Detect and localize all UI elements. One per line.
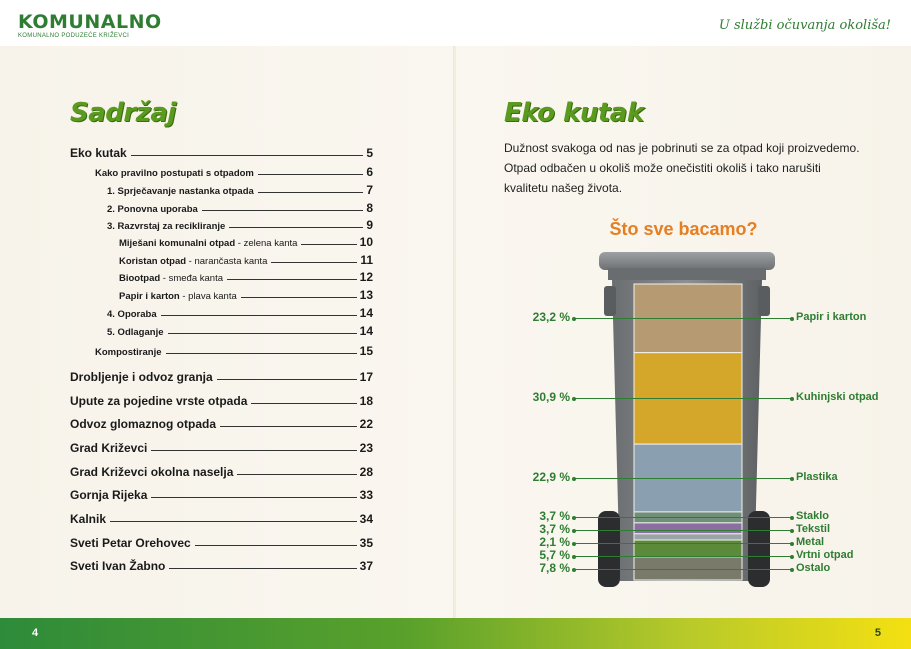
- toc-entry-detail: - narančasta kanta: [186, 256, 268, 267]
- toc-entry-title: Miješani komunalni otpad: [119, 238, 236, 249]
- toc-entry[interactable]: [70, 235, 373, 249]
- toc-entry-label: [70, 370, 213, 384]
- toc-entry-label: [70, 417, 216, 431]
- segment-category: Staklo: [796, 510, 830, 523]
- segment-percent: 3,7 %: [539, 509, 570, 524]
- toc-page-number: 17: [359, 370, 373, 384]
- logo-wordmark: KOMUNALNO: [18, 11, 162, 33]
- toc-leader-line: [227, 279, 357, 280]
- toc-entry-label: [107, 186, 254, 197]
- toc-entry-label: [107, 309, 157, 320]
- toc-entry-title: Papir i karton: [119, 291, 180, 302]
- segment-category: Tekstil: [796, 523, 831, 536]
- segment-category: Metal: [796, 536, 825, 549]
- segment-leader-line: [574, 398, 792, 399]
- toc-entry[interactable]: [70, 394, 373, 408]
- segment-leader-line: [574, 569, 792, 570]
- toc-entry[interactable]: [70, 324, 373, 338]
- toc-entry-title: Upute za pojedine vrste otpada: [70, 394, 248, 408]
- toc-page-number: 23: [359, 441, 373, 455]
- toc-entry[interactable]: [70, 201, 373, 215]
- toc-title: Sadržaj: [70, 98, 176, 128]
- toc-entry-detail: - plava kanta: [179, 291, 237, 302]
- bin-wheel-left: [598, 511, 620, 587]
- bin-handle-left: [604, 286, 616, 316]
- toc-entry[interactable]: [70, 288, 373, 302]
- toc-entry-title: Gornja Rijeka: [70, 488, 148, 502]
- toc-page-number: 11: [360, 253, 373, 267]
- toc-leader-line: [301, 244, 356, 245]
- segment-leader-line: [574, 318, 792, 319]
- toc-entry-title: 1. Sprječavanje nastanka otpada: [107, 186, 254, 197]
- toc-entry-title: Grad Križevci okolna naselja: [70, 465, 234, 479]
- toc-leader-line: [151, 497, 356, 498]
- toc-entry-title: 2. Ponovna uporaba: [107, 204, 198, 215]
- toc-page-number: 35: [359, 536, 373, 550]
- toc-page-number: 34: [359, 512, 373, 526]
- toc-entry[interactable]: [70, 370, 373, 384]
- segment-leader-line: [574, 530, 792, 531]
- toc-page-number: 12: [359, 270, 373, 284]
- left-page-number: 4: [32, 627, 39, 639]
- toc-entry-title: Kalnik: [70, 512, 107, 526]
- toc-entry-title: Sveti Petar Orehovec: [70, 536, 191, 550]
- toc-entry-label: [70, 512, 106, 526]
- company-logo: [18, 12, 162, 39]
- segment-percent: 7,8 %: [539, 561, 570, 576]
- toc-entry[interactable]: [70, 270, 373, 284]
- toc-leader-line: [258, 174, 363, 175]
- segment-percent: 23,2 %: [532, 310, 570, 325]
- waste-segment: [634, 523, 742, 534]
- segment-leader-line: [574, 517, 792, 518]
- toc-entry-title: Odvoz glomaznog otpada: [70, 417, 216, 431]
- segment-leader-line: [574, 478, 792, 479]
- right-page: [456, 46, 911, 618]
- toc-page-number: 13: [359, 288, 373, 302]
- footer-bar: [0, 618, 911, 649]
- toc-entry-label: [70, 465, 233, 479]
- toc-entry-title: Grad Križevci: [70, 441, 148, 455]
- toc-leader-line: [161, 315, 357, 316]
- toc-leader-line: [271, 262, 357, 263]
- toc-entry-label: [70, 146, 127, 160]
- toc-entry-label: [119, 238, 297, 249]
- toc-entry-label: [119, 273, 223, 284]
- toc-entry-label: [119, 291, 237, 302]
- toc-leader-line: [151, 450, 356, 451]
- header: [0, 0, 911, 46]
- toc-leader-line: [258, 192, 364, 193]
- toc-leader-line: [195, 545, 357, 546]
- right-page-number: 5: [874, 627, 881, 639]
- toc-page-number: 14: [359, 324, 373, 338]
- toc-entry[interactable]: [70, 253, 373, 267]
- segment-category: Plastika: [796, 471, 838, 484]
- left-page: [0, 46, 455, 618]
- segment-percent: 22,9 %: [532, 470, 570, 485]
- segment-category: Vrtni otpad: [796, 549, 854, 562]
- toc-entry-title: Biootpad: [119, 273, 161, 284]
- tagline: U službi očuvanja okoliša!: [718, 18, 891, 33]
- eko-title: Eko kutak: [504, 98, 644, 128]
- toc-entry[interactable]: [70, 536, 373, 550]
- toc-page-number: 15: [359, 344, 373, 358]
- toc-entry-detail: - zelena kanta: [235, 238, 298, 249]
- waste-bin-chart: [456, 46, 911, 618]
- toc-entry-label: [107, 327, 164, 338]
- toc-entry[interactable]: [70, 441, 373, 455]
- toc-leader-line: [131, 155, 364, 156]
- logo-subtitle: KOMUNALNO PODUZEĆE KRIŽEVCI: [18, 33, 130, 39]
- toc-entry-label: [70, 441, 147, 455]
- toc-entry-title: Eko kutak: [70, 146, 127, 160]
- toc-entry-label: [107, 221, 225, 232]
- toc-entry-title: Sveti Ivan Žabno: [70, 559, 166, 573]
- toc-leader-line: [166, 353, 357, 354]
- segment-leader-line: [574, 543, 792, 544]
- segment-percent: 5,7 %: [539, 548, 570, 563]
- toc-entry-label: [119, 256, 267, 267]
- toc-entry-title: 5. Odlaganje: [107, 327, 164, 338]
- toc-entry[interactable]: [70, 344, 373, 358]
- toc-entry-label: [70, 394, 247, 408]
- toc-page-number: 28: [359, 465, 373, 479]
- toc-page-number: 37: [359, 559, 373, 573]
- toc-entry-label: [70, 488, 147, 502]
- toc-page-number: 18: [359, 394, 373, 408]
- segment-percent: 30,9 %: [532, 390, 570, 405]
- toc-entry-label: [95, 168, 254, 179]
- toc-entry[interactable]: [70, 488, 373, 502]
- toc-entry-title: Drobljenje i odvoz granja: [70, 370, 213, 384]
- segment-category: Ostalo: [796, 562, 831, 575]
- toc-entry-title: 3. Razvrstaj za recikliranje: [107, 221, 226, 232]
- toc-page-number: 6: [366, 165, 373, 179]
- toc-entry[interactable]: [70, 559, 373, 573]
- toc-entry-label: [95, 347, 162, 358]
- toc-entry[interactable]: [70, 512, 373, 526]
- toc-entry-detail: - smeđa kanta: [160, 273, 224, 284]
- toc-leader-line: [220, 426, 357, 427]
- toc-leader-line: [168, 333, 357, 334]
- segment-percent: 3,7 %: [539, 522, 570, 537]
- toc-leader-line: [251, 403, 356, 404]
- toc-entry-label: [70, 536, 191, 550]
- intro-paragraph: Dužnost svakoga od nas je pobrinuti se za otpad koji proizvedemo. Otpad odbačen u okoliš može onečistiti okoliš i tako narušiti kvalitetu našeg života.: [504, 141, 860, 195]
- segment-category: Papir i karton: [796, 311, 867, 324]
- toc-page-number: 8: [366, 201, 373, 215]
- toc-entry[interactable]: [70, 146, 373, 160]
- toc-entry[interactable]: [70, 218, 373, 232]
- toc-page-number: 10: [359, 235, 373, 249]
- toc-page-number: 5: [366, 146, 373, 160]
- waste-segments: [634, 284, 742, 580]
- segment-category: Kuhinjski otpad: [796, 391, 879, 404]
- toc-page-number: 22: [359, 417, 373, 431]
- toc-page-number: 33: [359, 488, 373, 502]
- toc-entry-label: [107, 204, 198, 215]
- toc-leader-line: [229, 227, 363, 228]
- toc-entry-label: [70, 559, 165, 573]
- bin-handle-right: [758, 286, 770, 316]
- toc-page-number: 14: [359, 306, 373, 320]
- toc-entry[interactable]: [70, 183, 373, 197]
- bin-wheel-right: [748, 511, 770, 587]
- segment-leader-line: [574, 556, 792, 557]
- toc-entry-title: Kompostiranje: [95, 347, 162, 358]
- waste-segment: [634, 534, 742, 540]
- bin-lid: [599, 252, 775, 270]
- toc-entry[interactable]: [70, 165, 373, 179]
- toc-leader-line: [217, 379, 357, 380]
- toc-leader-line: [241, 297, 357, 298]
- toc-entry[interactable]: [70, 465, 373, 479]
- toc-page-number: 7: [366, 183, 373, 197]
- toc-entry-title: 4. Oporaba: [107, 309, 157, 320]
- segment-percent: 2,1 %: [539, 535, 570, 550]
- bin-lid-rim: [608, 268, 766, 280]
- toc-leader-line: [237, 474, 356, 475]
- toc-entry-title: Kako pravilno postupati s otpadom: [95, 168, 254, 179]
- chart-title: Što sve bacamo?: [609, 219, 758, 239]
- toc-leader-line: [110, 521, 357, 522]
- toc-page-number: 9: [366, 218, 373, 232]
- toc-leader-line: [169, 568, 356, 569]
- toc-entry[interactable]: [70, 417, 373, 431]
- toc-entry-title: Koristan otpad: [119, 256, 187, 267]
- toc-leader-line: [202, 210, 364, 211]
- toc-entry[interactable]: [70, 306, 373, 320]
